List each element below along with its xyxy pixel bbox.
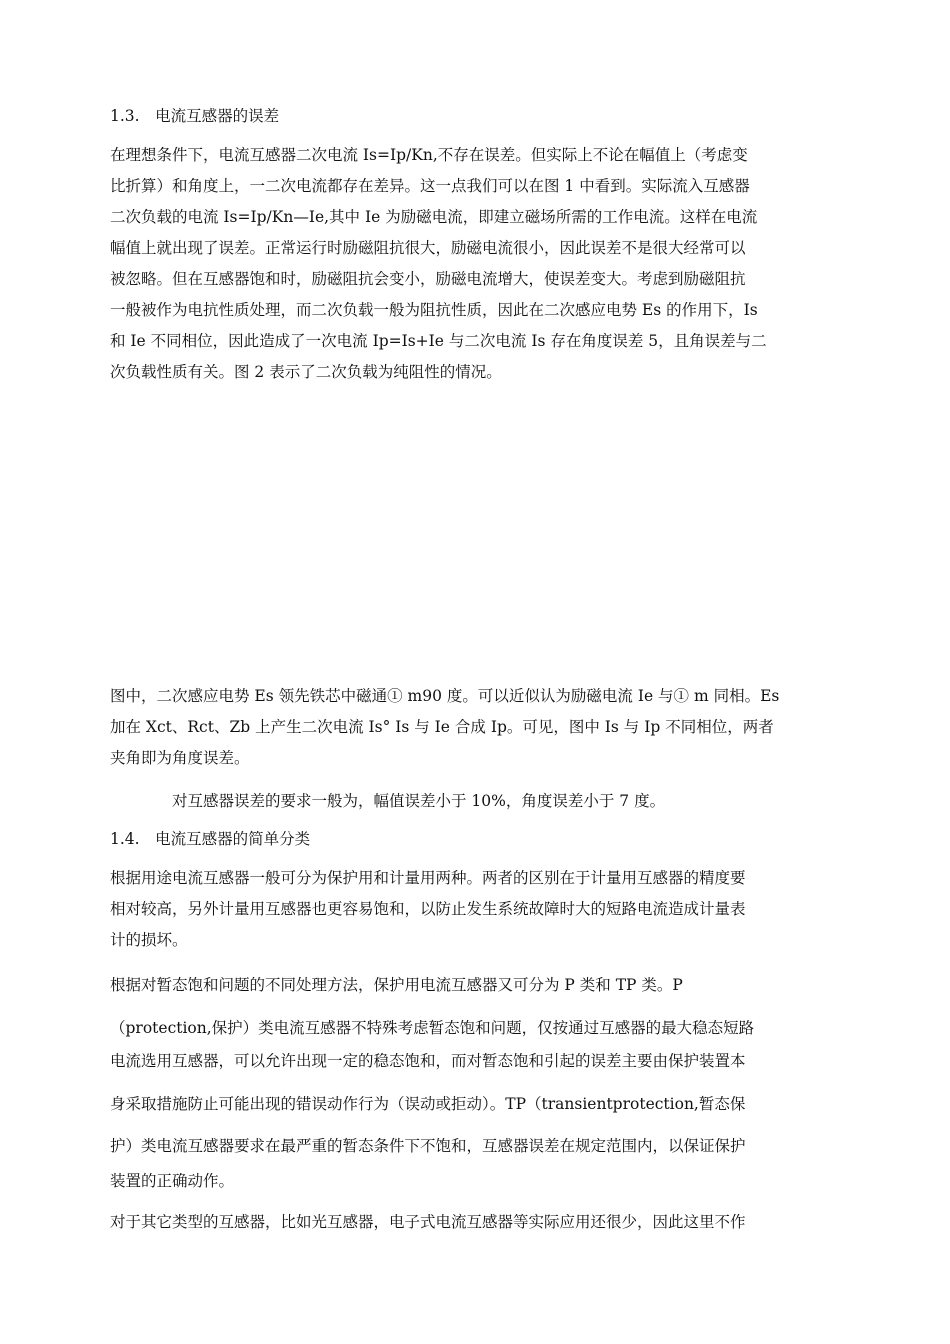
paragraph-line: 对于其它类型的互感器，比如光互感器，电子式电流互感器等实际应用还很少，因此这里不作	[110, 1213, 746, 1231]
section-1-4-heading: 1.4. 电流互感器的简单分类	[110, 830, 311, 848]
error-requirement: 对互感器误差的要求一般为，幅值误差小于 10%，角度误差小于 7 度。	[172, 792, 666, 810]
figure-explanation-line: 加在 Xct、Rct、Zb 上产生二次电流 Is° Is 与 Ie 合成 Ip。可见，图中 Is 与 Ip 不同相位，两者	[110, 718, 774, 736]
paragraph-line: 根据用途电流互感器一般可分为保护用和计量用两种。两者的区别在于计量用互感器的精度要	[110, 869, 746, 887]
paragraph-line: 比折算）和角度上，一二次电流都存在差异。这一点我们可以在图 1 中看到。实际流入互感器	[110, 177, 750, 195]
paragraph-line: 幅值上就出现了误差。正常运行时励磁阻抗很大，励磁电流很小，因此误差不是很大经常可以	[110, 239, 746, 257]
paragraph-line: 根据对暂态饱和问题的不同处理方法，保护用电流互感器又可分为 P 类和 TP 类。P	[110, 976, 683, 994]
paragraph-line: 次负载性质有关。图 2 表示了二次负载为纯阻性的情况。	[110, 363, 502, 381]
figure-explanation-line: 夹角即为角度误差。	[110, 749, 250, 767]
paragraph-line: 在理想条件下，电流互感器二次电流 Is=Ip/Kn,不存在误差。但实际上不论在幅值上（考虑变	[110, 146, 748, 164]
paragraph-line: 相对较高，另外计量用互感器也更容易饱和，以防止发生系统故障时大的短路电流造成计量表	[110, 900, 746, 918]
paragraph-line: 装置的正确动作。	[110, 1172, 235, 1190]
section-1-3-heading: 1.3. 电流互感器的误差	[110, 107, 280, 125]
paragraph-line: 和 Ie 不同相位，因此造成了一次电流 Ip=Is+Ie 与二次电流 Is 存在角度误差 5，且角误差与二	[110, 332, 767, 350]
paragraph-line: 护）类电流互感器要求在最严重的暂态条件下不饱和，互感器误差在规定范围内，以保证保护	[110, 1137, 746, 1155]
figure-explanation-line: 图中，二次感应电势 Es 领先铁芯中磁通① m90 度。可以近似认为励磁电流 Ie 与① m 同相。Es	[110, 687, 780, 705]
paragraph-line: 身采取措施防止可能出现的错误动作行为（误动或拒动）。TP（transientprotection,暂态保	[110, 1095, 746, 1113]
paragraph-line: 计的损坏。	[110, 931, 188, 949]
paragraph-line: （protection,保护）类电流互感器不特殊考虑暂态饱和问题，仅按通过互感器的最大稳态短路	[110, 1019, 755, 1037]
paragraph-line: 二次负载的电流 Is=Ip/Kn—Ie,其中 Ie 为励磁电流，即建立磁场所需的工作电流。这样在电流	[110, 208, 758, 226]
paragraph-line: 一般被作为电抗性质处理，而二次负载一般为阻抗性质，因此在二次感应电势 Es 的作用下，Is	[110, 301, 758, 319]
paragraph-line: 被忽略。但在互感器饱和时，励磁阻抗会变小，励磁电流增大，使误差变大。考虑到励磁阻抗	[110, 270, 746, 288]
paragraph-line: 电流选用互感器，可以允许出现一定的稳态饱和，而对暂态饱和引起的误差主要由保护装置本	[110, 1052, 746, 1070]
